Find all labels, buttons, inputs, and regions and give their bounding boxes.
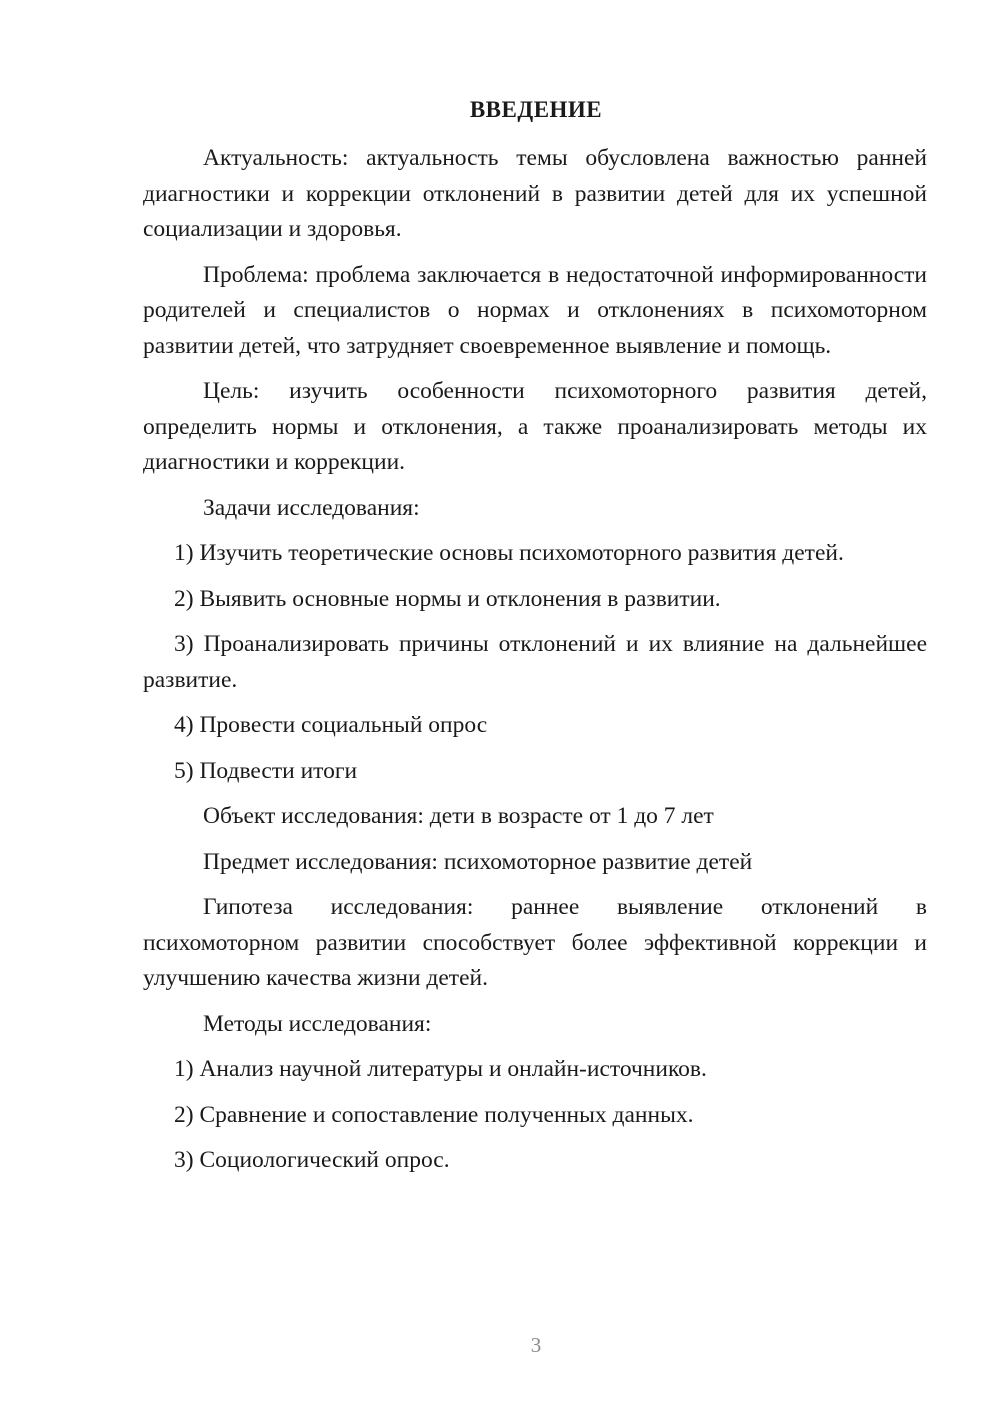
- task-item: 1) Изучить теоретические основы психомоторного развития детей.: [174, 540, 844, 566]
- methods-heading: Методы исследования:: [203, 1010, 432, 1037]
- task-item: 3) Проанализировать причины отклонений и их влияние на дальнейшее развитие.: [143, 631, 927, 693]
- task-item: 5) Подвести итоги: [174, 757, 358, 784]
- object-paragraph: Объект исследования: дети в возрасте от 1 до 7 лет: [203, 803, 714, 829]
- page-title: ВВЕДЕНИЕ: [469, 97, 603, 122]
- method-item: 3) Социологический опрос.: [174, 1147, 450, 1173]
- task-item: 2) Выявить основные нормы и отклонения в развитии.: [174, 585, 721, 612]
- subject-paragraph: Предмет исследования: психомоторное развитие детей: [203, 848, 753, 875]
- method-item: 2) Сравнение и сопоставление полученных данных.: [174, 1101, 694, 1128]
- page-number: 3: [530, 1333, 542, 1357]
- goal-paragraph: Цель: изучить особенности психомоторного развития детей, определить нормы и отклонения, а также проанализировать методы их диагностики и коррекции.: [143, 378, 927, 475]
- tasks-heading: Задачи исследования:: [203, 494, 420, 521]
- method-item: 1) Анализ научной литературы и онлайн-источников.: [174, 1056, 707, 1082]
- problem-paragraph: Проблема: проблема заключается в недостаточной информированности родителей и специалистов о нормах и отклонениях в психомоторном развитии детей, что затрудняет своевременное выявление и помощь.: [143, 261, 927, 359]
- relevance-paragraph: Актуальность: актуальность темы обусловлена важностью ранней диагностики и коррекции отклонений в развитии детей для их успешной социализации и здоровья.: [143, 145, 927, 242]
- document-body: [143, 141, 927, 1189]
- task-item: 4) Провести социальный опрос: [174, 712, 488, 738]
- hypothesis-paragraph: Гипотеза исследования: раннее выявление отклонений в психомоторном развитии способствует более эффективной коррекции и улучшению качества жизни детей.: [143, 894, 927, 991]
